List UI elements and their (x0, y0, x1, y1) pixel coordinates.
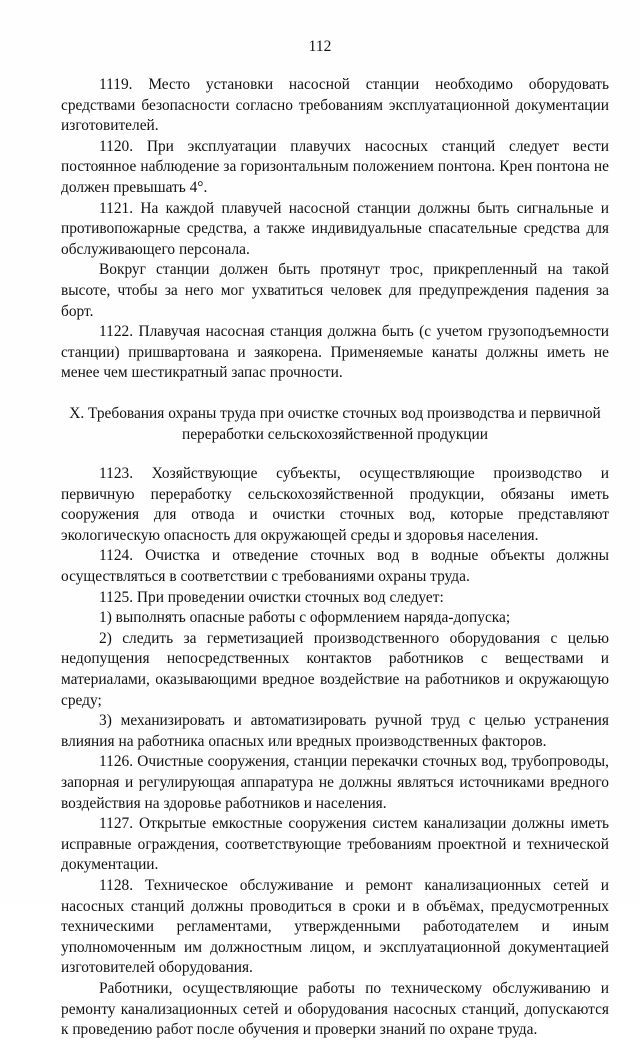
paragraph-1120: 1120. При эксплуатации плавучих насосных станций следует вести постоянное наблюдение за горизонтальным положением понтона. Крен понтона не должен превышать 4°. (61, 137, 609, 196)
paragraph-1123: 1123. Хозяйствующие субъекты, осуществляющие производство и первичную переработку сельскохозяйственной продукции, обязаны иметь сооружения для отвода и очистки сточных вод, которые представляют экологическую опасность для окружающей среды и здоровья населения. (61, 465, 609, 544)
paragraph-1121-rope: Вокруг станции должен быть протянут трос, прикрепленный на такой высоте, чтобы за него мог ухватиться человек для предупреждения падения за борт. (61, 261, 609, 320)
paragraph-1119: 1119. Место установки насосной станции необходимо оборудовать средствами безопасности согласно требованиям эксплуатационной документации изготовителей. (61, 76, 609, 135)
paragraph-1126: 1126. Очистные сооружения, станции перекачки сточных вод, трубопроводы, запорная и регулирующая аппаратура не должны являться источниками вредного воздействия на здоровье работников и населения. (61, 753, 609, 812)
document-body (61, 75, 609, 1041)
list-item-1: 1) выполнять опасные работы с оформлением наряда-допуска; (99, 609, 511, 627)
page-number: 112 (308, 38, 332, 55)
list-item-3: 3) механизировать и автоматизировать ручной труд с целью устранения влияния на работника опасных или вредных производственных факторов. (61, 712, 609, 750)
paragraph-1124: 1124. Очистка и отведение сточных вод в водные объекты должны осуществляться в соответствии с требованиями охраны труда. (61, 547, 609, 586)
section-heading: X. Требования охраны труда при очистке сточных вод производства и первичной переработки сельскохозяйственной продукции (69, 404, 601, 443)
paragraph-1122: 1122. Плавучая насосная станция должна быть (с учетом грузоподъемности станции) пришвартована и заякорена. Применяемые канаты должны иметь не менее чем шестикратный запас прочности. (61, 323, 609, 382)
paragraph-1121: 1121. На каждой плавучей насосной станции должны быть сигнальные и противопожарные средства, а также индивидуальные спасательные средства для обслуживающего персонала. (61, 199, 609, 258)
list-item-2: 2) следить за герметизацией производственного оборудования с целью недопущения непосредственных контактов работников с веществами и материалами, оказывающими вредное воздействие на работников и окружающую среду; (61, 629, 609, 709)
paragraph-1125: 1125. При проведении очистки сточных вод следует: (99, 588, 444, 606)
paragraph-1127: 1127. Открытые емкостные сооружения систем канализации должны иметь исправные ограждения, соответствующие требованиям проектной и технической документации. (61, 815, 609, 874)
paragraph-1128: 1128. Техническое обслуживание и ремонт канализационных сетей и насосных станций должны проводиться в сроки и в объёмах, предусмотренных техническими регламентами, утвержденными работодателем и иным уполномоченным им должностным лицом, и эксплуатационной документацией изготовителей оборудования. (61, 876, 609, 977)
paragraph-1128-workers: Работники, осуществляющие работы по техническому обслуживанию и ремонту канализационных сетей и оборудования насосных станций, допускаются к проведению работ после обучения и проверки знаний по охране труда. (61, 979, 609, 1039)
